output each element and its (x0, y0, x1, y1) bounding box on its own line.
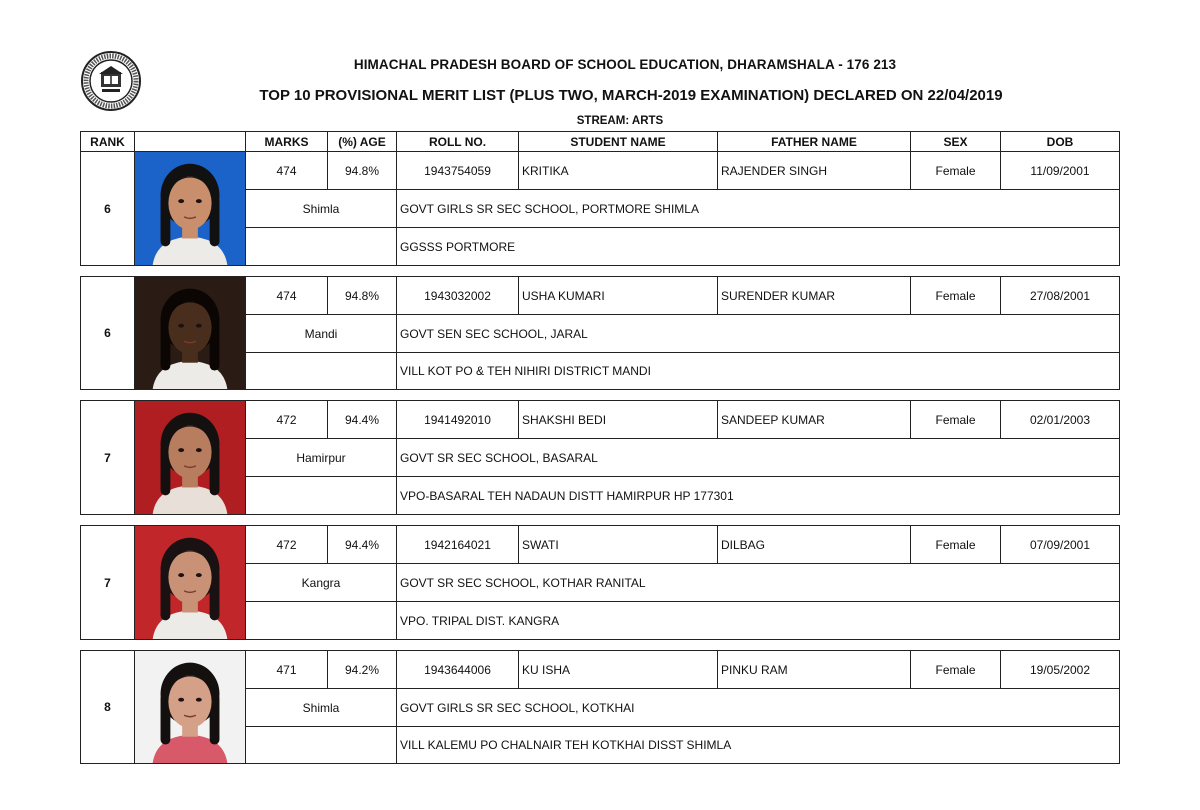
marks-cell: 472 (245, 525, 328, 564)
rank-cell: 6 (80, 151, 135, 266)
school-cell: GOVT GIRLS SR SEC SCHOOL, KOTKHAI (396, 688, 1120, 727)
school-cell: GOVT SR SEC SCHOOL, BASARAL (396, 438, 1120, 477)
percent-cell: 94.8% (327, 151, 397, 190)
rank-cell: 6 (80, 276, 135, 390)
roll-cell: 1943754059 (396, 151, 519, 190)
student-photo (134, 276, 246, 390)
address-cell: GGSSS PORTMORE (396, 227, 1120, 266)
school-cell: GOVT SEN SEC SCHOOL, JARAL (396, 314, 1120, 353)
rank-cell: 7 (80, 400, 135, 515)
father-name-cell: PINKU RAM (717, 650, 911, 689)
sex-cell: Female (910, 650, 1001, 689)
marks-cell: 474 (245, 151, 328, 190)
district-cell: Mandi (245, 314, 397, 353)
marks-cell: 474 (245, 276, 328, 315)
percent-cell: 94.8% (327, 276, 397, 315)
rank-cell: 7 (80, 525, 135, 640)
student-name-cell: KRITIKA (518, 151, 718, 190)
dob-cell: 27/08/2001 (1000, 276, 1120, 315)
header-roll: ROLL NO. (396, 131, 519, 152)
header-dob: DOB (1000, 131, 1120, 152)
address-cell: VILL KALEMU PO CHALNAIR TEH KOTKHAI DISST SHIMLA (396, 726, 1120, 764)
dob-cell: 11/09/2001 (1000, 151, 1120, 190)
sex-cell: Female (910, 525, 1001, 564)
blank-cell (245, 726, 397, 764)
percent-cell: 94.2% (327, 650, 397, 689)
student-name-cell: SHAKSHI BEDI (518, 400, 718, 439)
father-name-cell: SANDEEP KUMAR (717, 400, 911, 439)
student-photo (134, 400, 246, 515)
percent-cell: 94.4% (327, 525, 397, 564)
father-name-cell: SURENDER KUMAR (717, 276, 911, 315)
student-photo (134, 525, 246, 640)
dob-cell: 02/01/2003 (1000, 400, 1120, 439)
header-sex: SEX (910, 131, 1001, 152)
roll-cell: 1943644006 (396, 650, 519, 689)
percent-cell: 94.4% (327, 400, 397, 439)
address-cell: VPO. TRIPAL DIST. KANGRA (396, 601, 1120, 640)
roll-cell: 1941492010 (396, 400, 519, 439)
header-student-name: STUDENT NAME (518, 131, 718, 152)
sex-cell: Female (910, 276, 1001, 315)
header-marks: MARKS (245, 131, 328, 152)
student-photo (134, 151, 246, 266)
roll-cell: 1943032002 (396, 276, 519, 315)
board-name: HIMACHAL PRADESH BOARD OF SCHOOL EDUCATION, DHARAMSHALA - 176 213 (353, 57, 897, 72)
marks-cell: 471 (245, 650, 328, 689)
page-title: TOP 10 PROVISIONAL MERIT LIST (PLUS TWO, MARCH-2019 EXAMINATION) DECLARED ON 22/04/2019 (259, 87, 1003, 104)
district-cell: Hamirpur (245, 438, 397, 477)
header-percent: (%) AGE (327, 131, 397, 152)
marks-cell: 472 (245, 400, 328, 439)
district-cell: Kangra (245, 563, 397, 602)
student-name-cell: KU ISHA (518, 650, 718, 689)
dob-cell: 19/05/2002 (1000, 650, 1120, 689)
sex-cell: Female (910, 151, 1001, 190)
header-photo-blank (134, 131, 246, 152)
address-cell: VILL KOT PO & TEH NIHIRI DISTRICT MANDI (396, 352, 1120, 390)
student-name-cell: USHA KUMARI (518, 276, 718, 315)
blank-cell (245, 601, 397, 640)
stream-label: STREAM: ARTS (576, 115, 664, 127)
student-name-cell: SWATI (518, 525, 718, 564)
header-rank: RANK (80, 131, 135, 152)
sex-cell: Female (910, 400, 1001, 439)
student-photo (134, 650, 246, 764)
father-name-cell: RAJENDER SINGH (717, 151, 911, 190)
header-father-name: FATHER NAME (717, 131, 911, 152)
roll-cell: 1942164021 (396, 525, 519, 564)
district-cell: Shimla (245, 189, 397, 228)
district-cell: Shimla (245, 688, 397, 727)
dob-cell: 07/09/2001 (1000, 525, 1120, 564)
father-name-cell: DILBAG (717, 525, 911, 564)
blank-cell (245, 227, 397, 266)
blank-cell (245, 476, 397, 515)
address-cell: VPO-BASARAL TEH NADAUN DISTT HAMIRPUR HP 177301 (396, 476, 1120, 515)
blank-cell (245, 352, 397, 390)
rank-cell: 8 (80, 650, 135, 764)
school-cell: GOVT SR SEC SCHOOL, KOTHAR RANITAL (396, 563, 1120, 602)
school-cell: GOVT GIRLS SR SEC SCHOOL, PORTMORE SHIMLA (396, 189, 1120, 228)
